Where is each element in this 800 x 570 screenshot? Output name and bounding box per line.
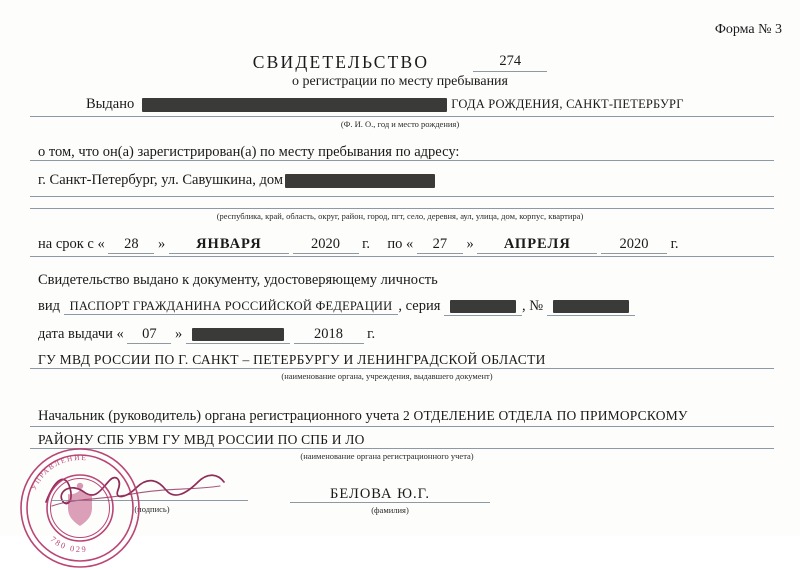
document-title: СВИДЕТЕЛЬСТВО — [252, 52, 430, 72]
doc-comma: , — [522, 298, 526, 314]
stamp-text-top: УПРАВЛЕНИЕ — [28, 452, 88, 492]
registration-statement: о том, что он(а) зарегистрирован(а) по месту пребывания по адресу: — [38, 144, 460, 160]
chief-org-line1: 2 ОТДЕЛЕНИЕ ОТДЕЛА ПО ПРИМОРСКОМУ — [403, 408, 688, 423]
chief-org-line2: РАЙОНУ СПБ УВМ ГУ МВД РОССИИ ПО СПБ И ЛО — [38, 432, 365, 447]
term-from-day: 28 — [108, 236, 154, 254]
stamp-text-bottom: 780 029 — [48, 534, 89, 555]
caption-address: (республика, край, область, округ, район, город, пгт, село, деревня, аул, улица, дом, корпус, квартира) — [216, 211, 584, 221]
quote-close-3: » — [175, 326, 183, 342]
issued-row — [86, 96, 684, 113]
doc-date-g: г. — [367, 326, 376, 342]
doc-date-label: дата выдачи — [38, 326, 113, 342]
quote-open-3: « — [116, 326, 124, 342]
issued-label: Выдано — [86, 96, 135, 112]
doc-number-value — [547, 298, 635, 316]
certificate-number: 274 — [473, 53, 547, 72]
redacted-month — [192, 328, 284, 341]
caption-signature: (подпись) — [134, 504, 170, 514]
caption-fio: (Ф. И. О., год и место рождения) — [340, 119, 460, 129]
redacted-house-number — [285, 174, 435, 188]
chief-label: Начальник (руководитель) органа регистрационного учета — [38, 408, 400, 424]
document-title-row — [0, 52, 800, 73]
document-subtitle: о регистрации по месту пребывания — [291, 74, 508, 89]
round-stamp-icon — [18, 446, 142, 570]
chief-family-name: БЕЛОВА Ю.Г. — [330, 486, 431, 502]
term-prefix: на срок с — [38, 236, 94, 252]
doc-date-month — [186, 326, 290, 344]
redacted-fullname — [142, 98, 447, 112]
redacted-series — [450, 300, 516, 313]
doc-series-value — [444, 298, 522, 316]
rule-organ — [30, 368, 774, 369]
identity-doc-date-row — [38, 326, 375, 344]
redacted-number — [553, 300, 629, 313]
quote-open-2: « — [405, 236, 414, 252]
doc-kind-value: ПАСПОРТ ГРАЖДАНИНА РОССИЙСКОЙ ФЕДЕРАЦИИ — [64, 299, 399, 315]
rule-term — [30, 256, 774, 257]
caption-issuing-authority: (наименование органа, учреждения, выдавшего документ) — [281, 371, 493, 381]
rule-address-bottom — [30, 208, 774, 209]
quote-close-2: » — [466, 236, 474, 252]
issuing-authority-name: ГУ МВД РОССИИ ПО Г. САНКТ – ПЕТЕРБУРГУ И ЛЕНИНГРАДСКОЙ ОБЛАСТИ — [38, 352, 546, 367]
term-g-1: г. — [362, 236, 371, 252]
identity-doc-row — [38, 298, 635, 316]
rule-chief-1 — [30, 426, 774, 427]
address-text: г. Санкт-Петербург, ул. Савушкина, дом — [38, 172, 284, 188]
term-to-day: 27 — [417, 236, 463, 254]
address-line — [38, 172, 435, 189]
quote-close-1: » — [158, 236, 166, 252]
term-to-month: АПРЕЛЯ — [477, 236, 597, 254]
doc-number-label: № — [529, 298, 544, 314]
issued-birth-place: ГОДА РОЖДЕНИЯ, САНКТ-ПЕТЕРБУРГ — [451, 97, 684, 111]
rule-address-top — [30, 160, 774, 161]
term-g-2: г. — [670, 236, 679, 252]
doc-kind-label: вид — [38, 298, 60, 314]
caption-chief-organ: (наименование органа регистрационного учета) — [300, 451, 474, 461]
quote-open-1: « — [97, 236, 105, 252]
chief-row — [38, 408, 688, 425]
identity-doc-heading: Свидетельство выдано к документу, удостоверяющему личность — [38, 272, 438, 288]
doc-date-day: 07 — [127, 326, 171, 344]
doc-date-year: 2018 — [294, 326, 364, 344]
term-middle: по — [387, 236, 403, 252]
term-from-month: ЯНВАРЯ — [169, 236, 289, 254]
term-to-year: 2020 — [601, 236, 667, 254]
term-row — [38, 236, 679, 254]
rule-issued — [30, 116, 774, 117]
rule-address-mid — [30, 196, 774, 197]
doc-series-label: , серия — [398, 298, 441, 314]
caption-family-name: (фамилия) — [371, 505, 409, 515]
rule-family-name — [290, 502, 490, 503]
term-from-year: 2020 — [293, 236, 359, 254]
form-number-label: Форма № 3 — [714, 22, 782, 37]
